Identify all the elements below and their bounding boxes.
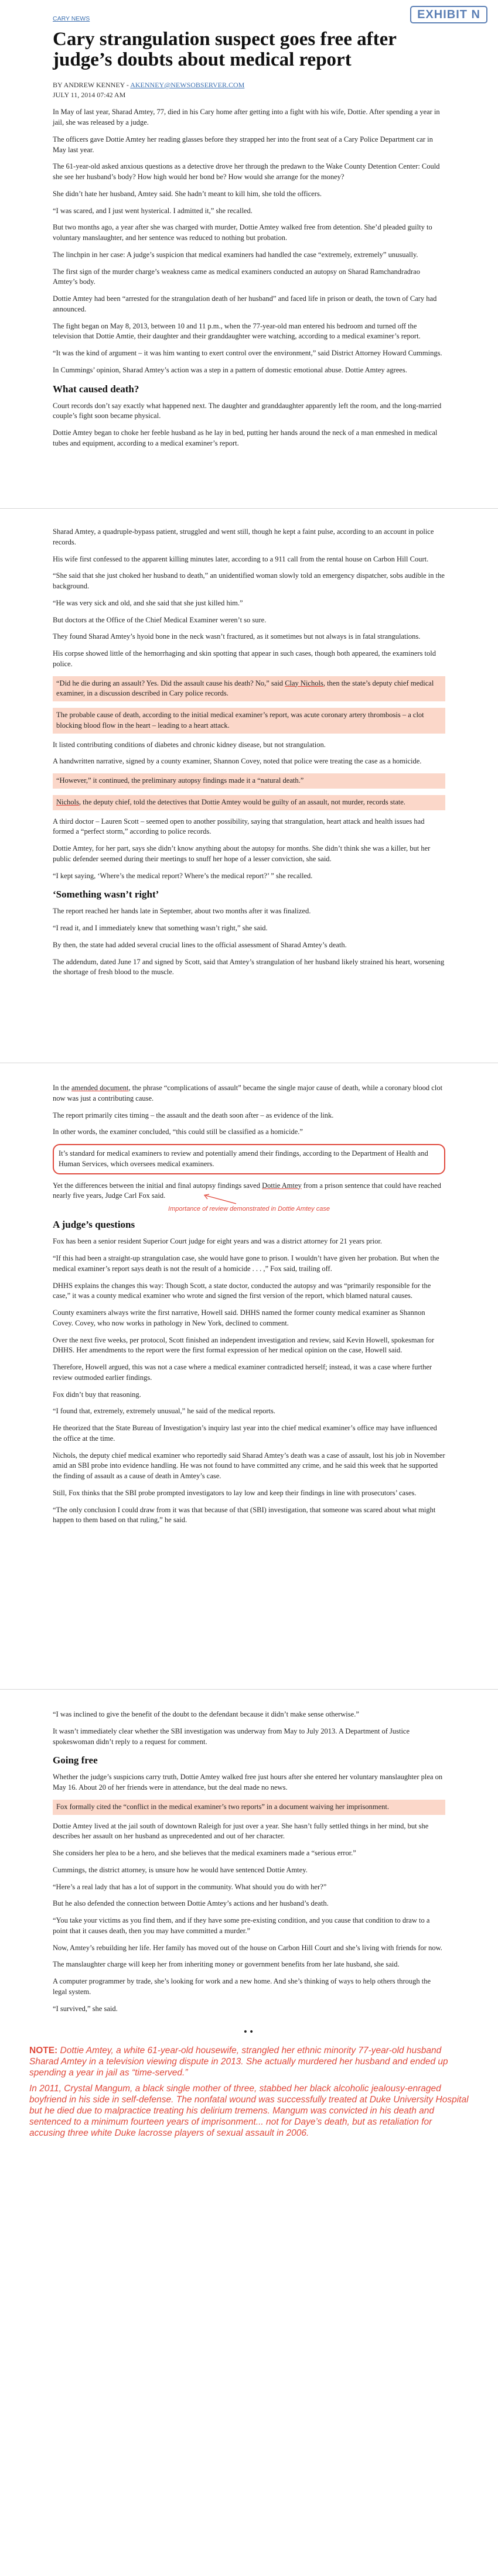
heading-what-caused-death: What caused death? — [53, 383, 139, 395]
paragraph: The officers gave Dottie Amtey her reading glasses before they strapped her into the front seat of a Cary Police Department car in May last year. — [53, 135, 433, 154]
heading-a-judges-questions: A judge’s questions — [53, 1219, 135, 1231]
article-body-1 — [53, 107, 445, 375]
article-body-2a — [53, 527, 445, 670]
byline — [53, 80, 445, 90]
paragraph: Dottie Amtey had been “arrested for the strangulation death of her husband” and faced life in prison or death, the town of Cary had announced. — [53, 294, 437, 313]
sheet-1 — [53, 15, 445, 455]
highlight-text: , the deputy chief, told the detectives that Dottie Amtey would be guilty of an assault, not murder, records state. — [79, 797, 405, 806]
paragraph: Whether the judge’s suspicions carry truth, Dottie Amtey walked free just hours after she entered her voluntary manslaughter plea on May 16. About 20 of her friends were in attendance, but the deal made no news. — [53, 1773, 443, 1792]
paragraph: Court records don’t say exactly what happened next. The daughter and granddaughter apparently left the room, and the long-married couple’s fight soon became physical. — [53, 401, 442, 420]
paragraph: The fight began on May 8, 2013, between 10 and 11 p.m., when the 77-year-old man entered his bedroom and turned off the television that Dottie Amtie, their daughter and their granddaughter were watching, according to a medical examiner’s report. — [53, 321, 421, 341]
text: , the phrase “complications of assault” became the single major cause of death, while a coronary blood clot now was just a contributing cause. — [53, 1084, 443, 1102]
paragraph: Dottie Amtey began to choke her feeble husband as he lay in bed, putting her hands around the neck of a man enmeshed in medical tubes and equipment, according to a medical examiner’s report. — [53, 429, 438, 447]
heading-going-free: Going free — [53, 1755, 98, 1766]
paragraph: The first sign of the murder charge’s weakness came as medical examiners conducted an autopsy on Sharad Ramchandradrao Amtey’s body. — [53, 267, 420, 286]
paragraph: They found Sharad Amtey’s hyoid bone in the neck wasn’t fractured, as it sometimes but not always is in fatal strangulations. — [53, 632, 421, 641]
paragraph: “I was scared, and I just went hysterical. I admitted it,” she recalled. — [53, 206, 253, 215]
source-link[interactable]: CARY NEWS — [53, 15, 90, 22]
paragraph: His wife first confessed to the apparent killing minutes later, according to a 911 call from the rental house on Carbon Hill Court. — [53, 554, 429, 563]
boxed-standard-review: It’s standard for medical examiners to review and potentially amend their findings, according to the Department of Health and Human Services, which oversees medical examiners. — [53, 1144, 445, 1174]
highlight-name-nichols: Clay Nichols — [285, 679, 323, 687]
byline-author: BY ANDREW KENNEY - — [53, 81, 131, 90]
annotation-wrap — [53, 1205, 445, 1213]
article-body-2c — [53, 817, 445, 882]
paragraph: It listed contributing conditions of diabetes and chronic kidney disease, but not strangulation. — [53, 740, 326, 749]
amended-document-link[interactable]: amended document — [71, 1084, 129, 1092]
paragraph: “The only conclusion I could draw from it was that because of that (SBI) investigation, that someone was scared about what might happen to them based on that ruling,” he said. — [53, 1505, 436, 1525]
article-title: Cary strangulation suspect goes free after judge’s doubts about medical report — [53, 28, 397, 70]
note-label: NOTE: — [29, 2046, 58, 2056]
paragraph: In other words, the examiner concluded, “this could still be classified as a homicide.” — [53, 1128, 303, 1136]
highlight-natural-death: “However,” it continued, the preliminary autopsy findings made it a “natural death.” — [53, 773, 445, 789]
paragraph: But he also defended the connection between Dottie Amtey’s actions and her husband’s death. — [53, 1899, 329, 1908]
dateline: JULY 11, 2014 07:42 AM — [53, 91, 126, 100]
paragraph: “I read it, and I immediately knew that something wasn’t right,” she said. — [53, 924, 268, 933]
text: In the — [53, 1084, 71, 1092]
paragraph: A handwritten narrative, signed by a county examiner, Shannon Covey, noted that police were treating the case as a homicide. — [53, 757, 422, 766]
heading-something-wasnt-right: ‘Something wasn’t right’ — [53, 889, 159, 900]
paragraph: Over the next five weeks, per protocol, Scott finished an independent investigation and review, said Kevin Howell, spokesman for DHHS. Her amendments to the report were the first formal expression of her medical opinion on the case, Howell said. — [53, 1335, 435, 1355]
article-body-1b — [53, 401, 445, 449]
paragraph: Dottie Amtey lived at the jail south of downtown Raleigh for just over a year. She hasn’t fully settled things in her mind, but she describes her assault on her husband as unprecedented and out of her character. — [53, 1821, 429, 1841]
paragraph: A third doctor – Lauren Scott – seemed open to another possibility, saying that strangulation, heart attack and health issues had formed a “perfect storm,” according to police records. — [53, 817, 425, 836]
paragraph: She didn’t hate her husband, Amtey said. She hadn’t meant to kill him, she told the officers. — [53, 189, 322, 198]
paragraph: She considers her plea to be a hero, and she believes that the medical examiners made a “serious error.” — [53, 1849, 356, 1858]
paragraph: Cummings, the district attorney, is unsure how he would have sentenced Dottie Amtey. — [53, 1865, 308, 1874]
paragraph: Sharad Amtey, a quadruple-bypass patient, struggled and went still, though he kept a faint pulse, according to an account in police records. — [53, 527, 434, 546]
paragraph: It wasn’t immediately clear whether the SBI investigation was underway from May to July 2013. A Department of Justice spokeswoman didn’t reply to a request for comment. — [53, 1727, 410, 1746]
article-body-3c — [53, 1236, 445, 1526]
editor-note — [29, 2046, 469, 2139]
paragraph: He theorized that the State Bureau of Investigation’s inquiry last year into the chief medical examiner’s office may have influenced the office at the time. — [53, 1424, 437, 1443]
paragraph: The linchpin in her case: A judge’s suspicion that medical examiners had handled the case “extremely, extremely” unusually. — [53, 250, 418, 259]
paragraph: “If this had been a straight-up strangulation case, she would have gone to prison. I wouldn’t have given her probation. But when the medical examiner’s report says death is not the result of a homicide . . . ,” Fox said, trailing off. — [53, 1254, 439, 1273]
highlight-conflict-reports: Fox formally cited the “conflict in the medical examiner’s two reports” in a document waiving her imprisonment. — [53, 1800, 445, 1815]
paragraph: The addendum, dated June 17 and signed by Scott, said that Amtey’s strangulation of her husband likely strained his heart, worsening the shortage of fresh blood to the muscle. — [53, 957, 445, 977]
text: from a prison sentence that could have reached nearly five years, Judge Carl Fox said. — [53, 1181, 441, 1200]
paragraph: “She said that she just choked her husband to death,” an unidentified woman slowly told an emergency dispatcher, sobs audible in the background. — [53, 571, 445, 590]
paragraph: Still, Fox thinks that the SBI probe prompted investigators to lay low and keep their findings in line with prosecutors’ cases. — [53, 1488, 417, 1497]
sheet-2 — [53, 527, 445, 984]
section-separator: •• — [243, 2027, 255, 2037]
paragraph: A computer programmer by trade, she’s looking for work and a new home. And she’s thinking of ways to help others through the legal system. — [53, 1977, 431, 1996]
annotation-importance-review: Importance of review demonstrated in Dottie Amtey case — [168, 1205, 330, 1212]
paragraph: “Here’s a real lady that has a lot of support in the community. What should you do with her?” — [53, 1882, 327, 1891]
page-divider — [0, 508, 498, 509]
paragraph: His corpse showed little of the hemorrhaging and skin spotting that appear in such cases, though both appeared, the examiners told police. — [53, 649, 436, 668]
paragraph: DHHS explains the changes this way: Though Scott, a state doctor, conducted the autopsy and was “primarily responsible for the case,” it was a county medical examiner who wrote and signed the first version of the report, which blamed natural causes. — [53, 1281, 431, 1300]
paragraph: But doctors at the Office of the Chief Medical Examiner weren’t so sure. — [53, 615, 267, 624]
article-body-4b — [53, 1772, 445, 1793]
annotation-arrow-icon — [202, 1194, 237, 1204]
highlight-nichols-quote — [53, 676, 445, 702]
paragraph: The 61-year-old asked anxious questions as a detective drove her through the predawn to the Wake County Detention Center: Could she see her husband’s body? How high would her bond be? How would she arrange for the money? — [53, 162, 440, 181]
paragraph: “I was inclined to give the benefit of the doubt to the defendant because it didn’t make sense otherwise.” — [53, 1710, 359, 1718]
sheet-4 — [29, 1710, 469, 2144]
text: Yet the differences between the initial and final autopsy findings saved — [53, 1181, 262, 1190]
article-body-4c — [53, 1821, 445, 2015]
highlight-text: , then the state’s deputy chief medical examiner, in a discussion described in Cary police records. — [56, 679, 434, 698]
article-body-4a — [53, 1710, 445, 1747]
paragraph: By then, the state had added several crucial lines to the official assessment of Sharad Amtey’s death. — [53, 940, 347, 949]
paragraph: “I found that, extremely, extremely unusual,” he said of the medical reports. — [53, 1407, 275, 1416]
byline-email-link[interactable]: AKENNEY@NEWSOBSERVER.COM — [130, 81, 245, 90]
paragraph: The report primarily cites timing – the assault and the death soon after – as evidence of the link. — [53, 1111, 334, 1119]
paragraph — [53, 1083, 445, 1104]
highlight-text: “Did he die during an assault? Yes. Did the assault cause his death? No,” said — [56, 679, 285, 687]
paragraph: “I kept saying, ‘Where’s the medical report? Where’s the medical report?’ ” she recalled. — [53, 871, 313, 880]
paragraph: “I survived,” she said. — [53, 2004, 118, 2013]
paragraph: Nichols, the deputy chief medical examiner who reportedly said Sharad Amtey’s death was a case of assault, lost his job in November amid an SBI probe into evidence handling. He was not found to have committed any crime, and he said this week that he supported the finding of assault as a cause of death in Amtey’s case. — [53, 1451, 445, 1481]
page-divider — [0, 1689, 498, 1690]
paragraph: Therefore, Howell argued, this was not a case where a medical examiner contradicted herself; instead, it was a case where further review outmoded earlier findings. — [53, 1363, 432, 1382]
article-body-2d — [53, 906, 445, 978]
highlight-nichols-assault — [53, 795, 445, 810]
note-paragraph-1 — [29, 2046, 469, 2079]
paragraph: The report reached her hands late in September, about two months after it was finalized. — [53, 907, 311, 916]
note-text: Dottie Amtey, a white 61-year-old housewife, strangled her ethnic minority 77-year-old husband Sharad Amtey in a television viewing dispute in 2013. She actually murdered her husband and ended up spending a year in jail as “time-served.” — [29, 2046, 448, 2078]
paragraph — [53, 1181, 445, 1202]
paragraph: In Cummings’ opinion, Sharad Amtey’s action was a step in a pattern of domestic emotional abuse. Dottie Amtey agrees. — [53, 365, 407, 374]
paragraph: Fox has been a senior resident Superior Court judge for eight years and was a district attorney for 21 years prior. — [53, 1237, 382, 1246]
sheet-3 — [53, 1083, 445, 1532]
highlight-probable-cause: The probable cause of death, according to the initial medical examiner’s report, was acute coronary artery thrombosis – a clot blocking blood flow in the heart – leading to a heart attack. — [53, 708, 445, 734]
paragraph: The manslaughter charge will keep her from inheriting money or government benefits from her late husband, she said. — [53, 1960, 400, 1969]
exhibit-stamp: EXHIBIT N — [410, 6, 487, 23]
highlight-name-nichols: Nichols — [56, 797, 79, 806]
article-body-2b — [53, 740, 445, 768]
paragraph: “You take your victims as you find them, and if they have some pre-existing condition, and you cause that condition to draw to a point that it causes death, then you may have committed a murder.” — [53, 1916, 430, 1935]
paragraph: Dottie Amtey, for her part, says she didn’t know anything about the autopsy for months. She didn’t think she was a killer, but her public defender seemed during their meetings to snuff her hope of a lesser conviction, she said. — [53, 844, 431, 863]
note-paragraph-2: In 2011, Crystal Mangum, a black single mother of three, stabbed her black alcoholic jealousy-enraged boyfriend in his side in self-defense. The nonfatal wound was successfully treated at Duke University Hospital but he died due to malpractice treating his delirium tremens. Mangum was convicted in his death and sentenced to a minimum fourteen years of imprisonment... not for Daye’s death, but as retaliation for accusing three white Duke lacrosse players of sexual assault in 2006. — [29, 2083, 469, 2138]
paragraph: In May of last year, Sharad Amtey, 77, died in his Cary home after getting into a fight with his wife, Dottie. After spending a year in jail, she was released by a judge. — [53, 108, 440, 126]
name-dottie-amtey: Dottie Amtey — [262, 1181, 302, 1190]
paragraph: Fox didn’t buy that reasoning. — [53, 1390, 141, 1399]
paragraph: County examiners always write the first narrative, Howell said. DHHS named the former county medical examiner as Shannon Covey. Covey, who now works in pathology in New York, declined to comment. — [53, 1308, 425, 1327]
paragraph: “It was the kind of argument – it was him wanting to exert control over the environment,” said District Attorney Howard Cummings. — [53, 349, 442, 357]
paragraph: Now, Amtey’s rebuilding her life. Her family has moved out of the house on Carbon Hill Court and she’s living with friends for now. — [53, 1943, 442, 1952]
paragraph: But two months ago, a year after she was charged with murder, Dottie Amtey walked free from detention. She’d pleaded guilty to voluntary manslaughter, and her sentence was reduced to nothing but probation. — [53, 223, 432, 242]
paragraph: “He was very sick and old, and she said that she just killed him.” — [53, 598, 243, 607]
